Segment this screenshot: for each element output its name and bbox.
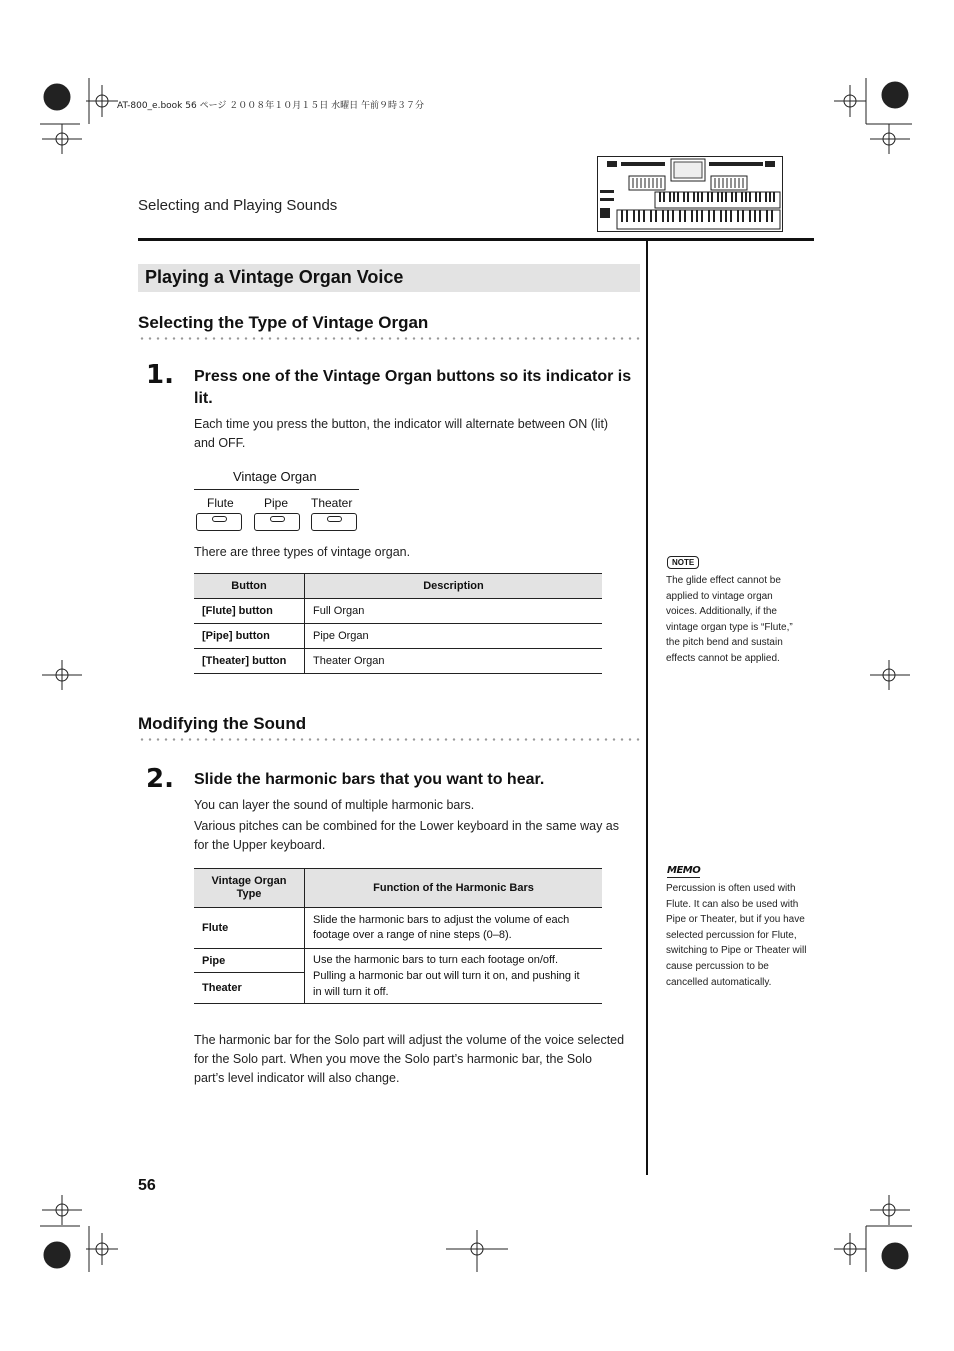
step-instruction-line1: Press one of the Vintage Organ buttons so its indicator is <box>194 368 632 385</box>
page-number: 56 <box>138 1177 156 1194</box>
body-text: You can layer the sound of multiple harmonic bars. <box>194 798 475 812</box>
table-cell: Theater <box>194 973 305 1004</box>
flute-button[interactable] <box>196 513 242 531</box>
theater-label: Theater <box>311 496 353 510</box>
table-header: Description <box>305 574 603 599</box>
body-text: and OFF. <box>194 436 246 450</box>
diagram-rule <box>194 489 359 490</box>
note-badge: NOTE <box>667 556 699 569</box>
table-header: Button <box>194 574 305 599</box>
table-row <box>194 624 602 649</box>
table-row <box>194 949 602 973</box>
note-line: voices. Additionally, if the <box>666 606 777 618</box>
step-instruction: Slide the harmonic bars that you want to hear. <box>194 771 545 788</box>
dotted-rule <box>138 337 640 340</box>
table-header: Function of the Harmonic Bars <box>305 869 603 908</box>
table-header <box>194 869 305 908</box>
diagram-title: Vintage Organ <box>233 469 317 484</box>
subsection-title-modifying: Modifying the Sound <box>138 714 307 733</box>
harmonic-bar-table <box>194 868 602 1004</box>
body-text: Each time you press the button, the indicator will alternate between ON (lit) <box>194 417 609 431</box>
subsection-title-vintage-type: Selecting the Type of Vintage Organ <box>138 313 429 332</box>
table-cell: [Flute] button <box>194 599 305 624</box>
section-title: Playing a Vintage Organ Voice <box>145 267 404 287</box>
body-text: Various pitches can be combined for the Lower keyboard in the same way as <box>194 819 619 833</box>
print-info: AT-800_e.book 56 ページ ２００８年１０月１５日 水曜日 午前９時３７分 <box>117 101 424 111</box>
table-cell: [Theater] button <box>194 649 305 674</box>
table-cell <box>305 908 603 949</box>
table-cell: Flute <box>194 908 305 949</box>
memo-line: Flute. It can also be used with <box>666 898 799 910</box>
memo-line: cause percussion to be <box>666 960 769 972</box>
memo-line: switching to Pipe or Theater will <box>666 945 807 957</box>
table-row <box>194 599 602 624</box>
memo-text <box>666 881 814 990</box>
body-text: There are three types of vintage organ. <box>194 545 411 559</box>
column-divider <box>646 240 648 1175</box>
table-row <box>194 908 602 949</box>
step-number: 2. <box>146 764 174 794</box>
body-text: for the Upper keyboard. <box>194 838 326 852</box>
body-text: part’s level indicator will also change. <box>194 1071 400 1085</box>
note-line: the pitch bend and sustain <box>666 637 783 649</box>
header-rule <box>138 238 814 241</box>
table-header-line: Type <box>236 888 262 900</box>
pipe-button[interactable] <box>254 513 300 531</box>
cell-line: Pulling a harmonic bar out will turn it on, and pushing it <box>313 970 580 982</box>
table-cell: Theater Organ <box>305 649 603 674</box>
step-number: 1. <box>146 360 174 390</box>
memo-line: Pipe or Theater, but if you have <box>666 914 805 926</box>
memo-badge: MEMO <box>667 865 701 876</box>
running-head: Selecting and Playing Sounds <box>138 197 338 214</box>
cell-line: in will turn it off. <box>313 986 389 998</box>
dotted-rule <box>138 738 640 741</box>
memo-line: cancelled automatically. <box>666 976 772 988</box>
table-cell: [Pipe] button <box>194 624 305 649</box>
memo-line: selected percussion for Flute, <box>666 929 797 941</box>
note-line: The glide effect cannot be <box>666 575 781 586</box>
cell-line: Use the harmonic bars to turn each footage on/off. <box>313 954 559 966</box>
cell-line: Slide the harmonic bars to adjust the volume of each <box>313 914 570 926</box>
flute-label: Flute <box>207 496 234 510</box>
table-cell: Full Organ <box>305 599 603 624</box>
table-header-line: Vintage Organ <box>211 875 287 887</box>
note-line: effects cannot be applied. <box>666 652 780 664</box>
pipe-label: Pipe <box>264 496 289 510</box>
body-text: The harmonic bar for the Solo part will adjust the volume of the voice selected <box>194 1033 625 1047</box>
table-row <box>194 649 602 674</box>
button-table <box>194 573 602 674</box>
table-cell <box>305 949 603 1004</box>
table-cell: Pipe <box>194 949 305 973</box>
cell-line: footage over a range of nine steps (0–8). <box>313 929 512 941</box>
note-line: vintage organ type is “Flute,” <box>666 621 793 633</box>
theater-button[interactable] <box>311 513 357 531</box>
step-instruction-line2: lit. <box>194 390 213 407</box>
note-text <box>666 573 814 667</box>
body-text: for the Solo part. When you move the Solo part’s harmonic bar, the Solo <box>194 1052 592 1066</box>
organ-panel-illustration <box>597 156 783 232</box>
table-cell: Pipe Organ <box>305 624 603 649</box>
note-line: applied to vintage organ <box>666 590 773 602</box>
memo-line: Percussion is often used with <box>666 883 796 894</box>
